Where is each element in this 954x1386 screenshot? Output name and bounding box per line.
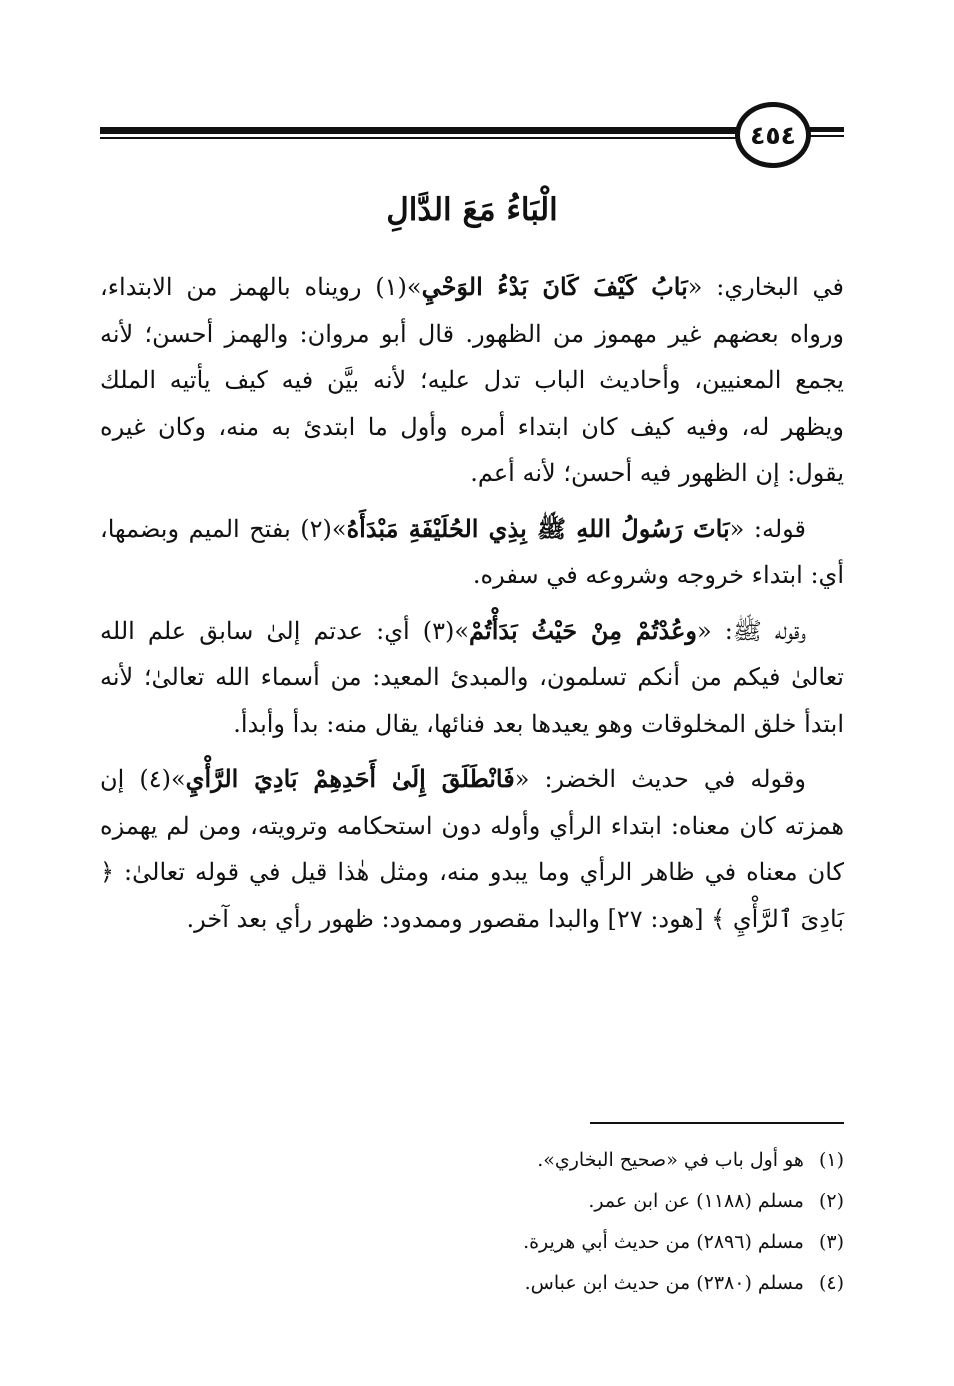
hadith-quote: بَابُ كَيْفَ كَانَ بَدْءُ الوَحْيِ — [421, 272, 688, 301]
footnote-divider — [590, 1122, 844, 1124]
paragraph — [100, 756, 844, 942]
hadith-quote: وعُدْتُمْ مِنْ حَيْثُ بَدَأْتُمْ — [469, 615, 697, 645]
paragraph-text: »(٣) أي: عدتم إلىٰ سابق علم الله تعالىٰ فيكم من أنكم تسلمون، والمبدئ المعيد: من أسماء الله تعالىٰ؛ لأنه ابتدأ خلق المخلوقات وهو يعيدها بعد فنائها، يقال منه: بدأ وأبدأ. — [100, 616, 844, 738]
footnote-item — [100, 1222, 844, 1263]
footnote-text: مسلم (٢٨٩٦) من حديث أبي هريرة. — [523, 1231, 804, 1253]
paragraph-text: وقوله ﷺ: « — [697, 616, 806, 645]
footnote-number: (١) — [818, 1149, 844, 1171]
paragraph-text: في البخاري: « — [687, 273, 844, 301]
paragraph-text: »(١) رويناه بالهمز من الابتداء، ورواه بعضهم غير مهموز من الظهور. قال أبو مروان: والهمز أحسن؛ لأنه يجمع المعنيين، وأحاديث الباب تدل عليه؛ لأنه بيَّن فيه كيف يأتيه الملك ويظهر له، وفيه كيف كان ابتداء أمره وأول ما ابتدئ به منه، وكان غيره يقول: إن الظهور فيه أحسن؛ لأنه أعم. — [100, 273, 844, 487]
paragraph — [100, 506, 844, 599]
paragraph — [100, 608, 844, 748]
header-rule-thick — [100, 127, 740, 134]
footnote-text: مسلم (٢٣٨٠) من حديث ابن عباس. — [524, 1272, 804, 1294]
header-rule-right-thick — [810, 127, 844, 132]
body-text — [100, 264, 844, 951]
paragraph-text: وقوله في حديث الخضر: « — [514, 765, 807, 793]
footnote-text: هو أول باب في «صحيح البخاري». — [537, 1149, 804, 1171]
paragraph-text: »(٢) بفتح الميم وبضمها، أي: ابتداء خروجه وشروعه في سفره. — [100, 514, 844, 589]
paragraph-text: قوله: « — [729, 514, 806, 543]
header-rule-right-thin — [810, 135, 844, 137]
section-title: الْبَاءُ مَعَ الدَّالِ — [386, 192, 558, 228]
footnote-number: (٢) — [818, 1190, 844, 1212]
footnote-item — [100, 1181, 844, 1222]
footnote-number: (٣) — [818, 1231, 844, 1253]
footnote-text: مسلم (١١٨٨) عن ابن عمر. — [588, 1190, 804, 1212]
page-number: ٤٥٤ — [735, 102, 811, 168]
hadith-quote: فَانْطَلَقَ إِلَىٰ أَحَدِهِمْ بَادِيَ الرَّأْيِ — [185, 764, 515, 793]
paragraph — [100, 264, 844, 497]
footnote-number: (٤) — [818, 1272, 844, 1294]
paragraph-text: »(٤) إن همزته كان معناه: ابتداء الرأي وأوله دون استحكامه وترويته، ومن لم يهمزه كان معناه في ظاهر الرأي وما يبدو منه، ومثل هٰذا قيل في قوله تعالىٰ: ﴿ بَادِىَ ٱلرَّأْيِ ﴾ [هود: ٢٧] والبدا مقصور وممدود: ظهور رأي بعد آخر. — [100, 765, 844, 933]
hadith-quote: بَاتَ رَسُولُ اللهِ ﷺ بِذِي الحُلَيْفَةِ مَبْدَأَهُ — [346, 513, 730, 543]
header-rule-thin — [100, 137, 740, 139]
footnote-item — [100, 1140, 844, 1181]
footnote-item — [100, 1263, 844, 1304]
footnotes — [100, 1140, 844, 1304]
